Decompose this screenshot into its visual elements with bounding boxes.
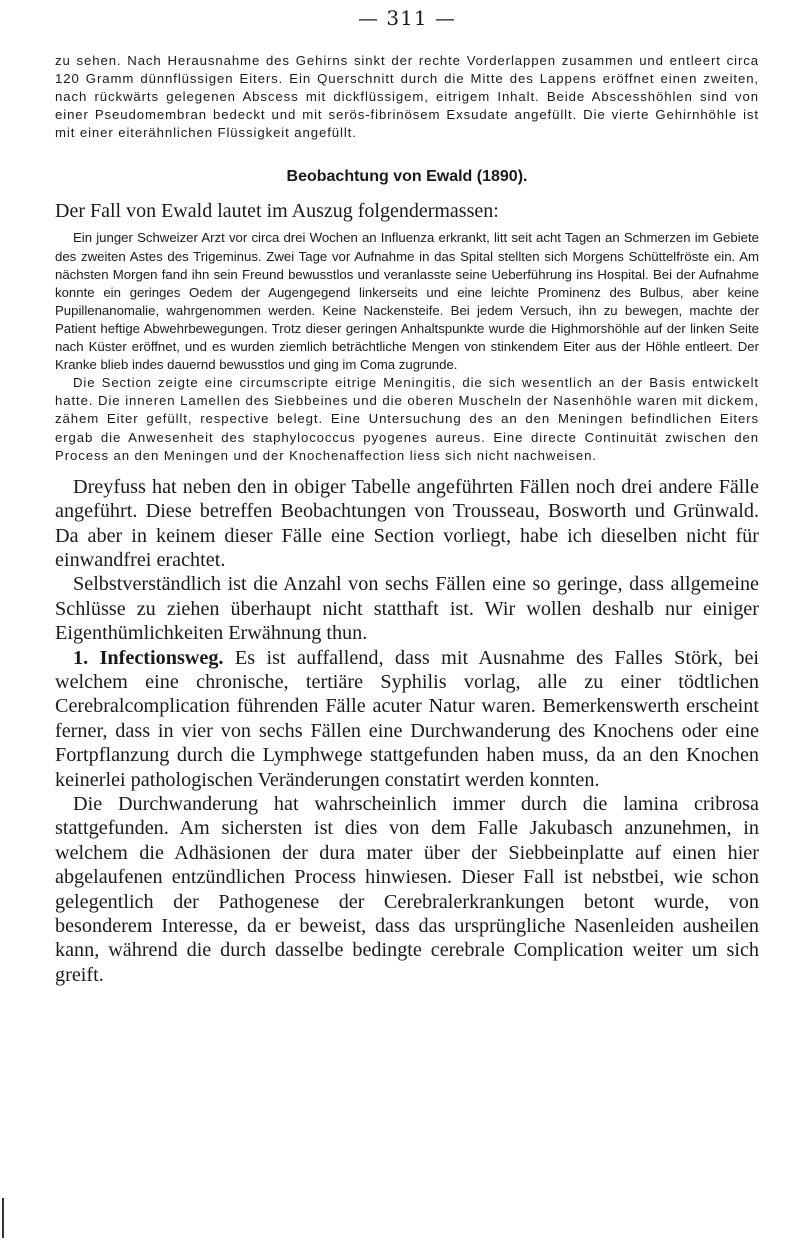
scan-edge-mark xyxy=(2,1198,4,1238)
item-label: 1. Infectionsweg. xyxy=(73,646,224,669)
case-paragraph-1: Ein junger Schweizer Arzt vor circa drei Wochen an Influenza erkrankt, litt seit acht Tagen an Schmerzen im Gebiete des zweiten Astes des Trigeminus. Zwei Tage vor Aufnahme in das Spital stellten sich Morgens Schüttelfröste ein. Am nächsten Morgen fand ihn sein Freund bewusstlos und veranlasste seine Ueberführung ins Hospital. Bei der Aufnahme konnte ein geringes Oedem der Augengegend linkerseits und eine leichte Prominenz des Bulbus, aber keine Pupillenanomalie, wahrgenommen werden. Keine Nackensteife. Bei jedem Versuch, ihn zu bewegen, machte der Patient heftige Abwehrbewegungen. Trotz dieser geringen Anhaltspunkte wurde die Highmorshöhle auf der linken Seite nach Küster eröffnet, und es wurden ziemlich beträchtliche Mengen von stinkendem Eiter aus der Höhle entleert. Der Kranke blieb indes dauernd bewusstlos und ging im Coma zugrunde. xyxy=(55,230,759,373)
paragraph-dreyfuss: Dreyfuss hat neben den in obiger Tabelle angeführten Fällen noch drei andere Fälle angeführt. Diese betreffen Beobachtungen von Trousseau, Bosworth und Grünwald. Da aber in keinem dieser Fälle eine Section vorliegt, habe ich dieselben nicht für einwandfrei erachtet. xyxy=(55,475,759,571)
case-paragraph-2: Die Section zeigte eine circumscripte eitrige Meningitis, die sich wesentlich an der Basis entwickelt hatte. Die inneren Lamellen des Siebbeines und die oberen Muscheln der Nasenhöhle waren mit dickem, zähem Eiter gefüllt, respective belegt. Eine Untersuchung des an den Meningen befindlichen Eiters ergab die Anwesenheit des staphylococcus pyogenes aureus. Eine directe Continuität zwischen den Process an den Meningen und der Knochenaffection liess sich nicht nachweisen. xyxy=(55,375,759,463)
intro-paragraph: zu sehen. Nach Herausnahme des Gehirns sinkt der rechte Vorderlappen zusammen und entleert circa 120 Gramm dünnflüssigen Eiters. Ein Querschnitt durch die Mitte des Lappens eröffnet einen zweiten, nach rückwärts gelegenen Abscess mit dickflüssigem, eitrigem Inhalt. Beide Abscesshöhlen sind von einer Pseudomembran bedeckt und mit serös-fibrinösem Exsudate angefüllt. Die vierte Gehirnhöhle ist mit einer eiterähnlichen Flüssigkeit angefüllt. xyxy=(55,53,759,141)
section-heading: Beobachtung von Ewald (1890). xyxy=(286,168,528,186)
book-page xyxy=(55,6,759,987)
paragraph-selbstverstaendlich: Selbstverständlich ist die Anzahl von sechs Fällen eine so geringe, dass allgemeine Schlüsse zu ziehen überhaupt nicht statthaft ist. Wir wollen deshalb nur einiger Eigenthümlichkeiten Erwähnung thun. xyxy=(55,573,759,645)
paragraph-durchwanderung: Die Durchwanderung hat wahrscheinlich immer durch die lamina cribrosa stattgefunden. Am sichersten ist dies von dem Falle Jakubasch anzunehmen, in welchem die Adhäsionen der dura mater über der Siebbeinplatte auf einen hier abgelaufenen entzündlichen Process hinwiesen. Dieser Fall ist nebstbei, wie schon gelegentlich der Pathogenese der Cerebralerkrankungen betont wurde, von besonderem Interesse, da er beweist, dass das ursprüngliche Nasenleiden ausheilen kann, während die durch dasselbe bedingte cerebrale Complication weiter um sich greift. xyxy=(55,792,759,986)
lead-line: Der Fall von Ewald lautet im Auszug folgendermassen: xyxy=(55,200,499,223)
spacer xyxy=(55,465,759,475)
item-text: Es ist auffallend, dass mit Ausnahme des Falles Störk, bei welchem eine chronische, tertiäre Syphilis vorlag, alle zu einer tödtlichen Cerebralcomplication führenden Fälle acuter Natur waren. Bemerkenswerth erscheint ferner, dass in vier von sechs Fällen eine Durchwanderung des Knochens oder eine Fortpflanzung durch die Lymphwege stattgefunden haben muss, da an den Knochen keinerlei pathologischen Veränderungen constatirt werden konnten. xyxy=(55,646,760,791)
page-number: — 311 — xyxy=(358,6,456,30)
item-infectionsweg xyxy=(55,646,759,792)
